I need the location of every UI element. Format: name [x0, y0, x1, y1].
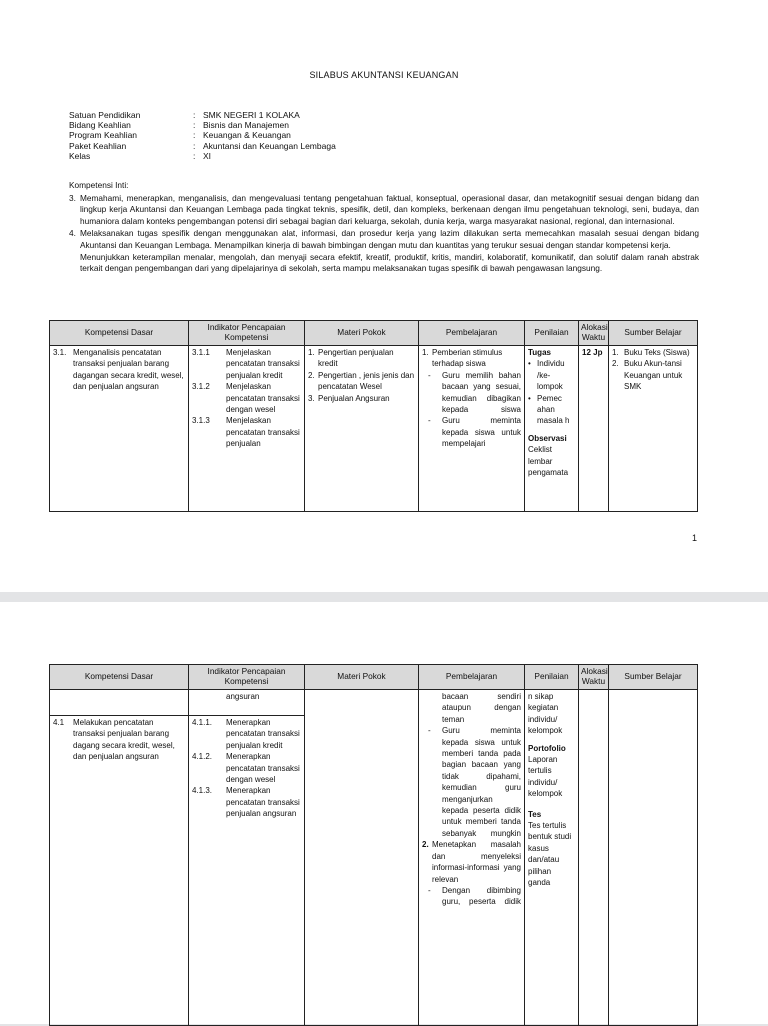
kompetensi-inti: [69, 180, 699, 275]
cell-penilaian: [525, 346, 579, 512]
cell-indikator-continued: [189, 690, 305, 716]
identity-value: Keuangan & Keuangan: [203, 130, 291, 141]
header-kompetensi-dasar: Kompetensi Dasar: [50, 665, 189, 690]
identity-colon: :: [193, 110, 196, 120]
materi-text: Pengertian , jenis jenis dan pencatatan Wesel: [318, 370, 415, 392]
indikator-text: Menerapkan pencatatan transaksi dengan wesel: [226, 752, 300, 785]
indikator-text: Menjelaskan pencatatan transaksi dengan wesel: [226, 382, 300, 415]
pembelajaran-step: Guru meminta kepada siswa untuk mempelajari: [442, 416, 521, 449]
ki-number: 3.: [69, 192, 76, 203]
cell-kompetensi-dasar: [50, 346, 189, 512]
pembelajaran-title: Pemberian stimulus terhadap siswa: [432, 348, 503, 369]
materi-number: 2.: [308, 370, 315, 380]
identity-label: Paket Keahlian: [69, 140, 127, 151]
table-header-row: [50, 321, 698, 346]
cell-alokasi-waktu: [579, 346, 609, 512]
cell-indikator: [189, 346, 305, 512]
cell-penilaian: [525, 690, 579, 1026]
kompetensi-inti-heading: Kompetensi Inti:: [69, 180, 129, 190]
sumber-text: Buku Akun-tansi Keuangan untuk SMK: [624, 359, 683, 392]
ki-text: Memahami, menerapkan, menganalisis, dan mengevaluasi tentang pengetahuan faktual, konseptual, operasional dasar, dan metakognitif sesuai dengan bidang dan lingkup kerja Akuntansi dan Keuangan Lembaga pada tingkat teknis, spesifik, detil, dan kompleks, berkenaan dengan ilmu pengetahuan teknologi, seni, budaya, dan humaniora dalam konteks pengembangan potensi diri sebagai bagian dari keluarga, sekolah, dunia kerja, warga masyarakat nasional, regional, dan internasional.: [80, 192, 699, 226]
header-indikator: Indikator Pencapaian Kompetensi: [189, 321, 305, 346]
dash-marker: -: [428, 885, 431, 895]
identity-colon: :: [193, 150, 196, 161]
identity-row: [69, 151, 336, 161]
pembelajaran-step: Guru meminta kepada siswa untuk memberi tanda pada bagian bacaan yang tidak dipahami, kemudian guru menganjurkan kepada peserta didik untuk memberi tanda sebanyak mungkin: [442, 726, 521, 838]
kd-number: 4.1: [53, 718, 65, 727]
pembelajaran-number: 1.: [422, 348, 429, 357]
materi-number: 3.: [308, 393, 315, 403]
header-alokasi-waktu: Alokasi Waktu: [579, 665, 609, 690]
page-number: 1: [692, 533, 698, 543]
materi-number: 1.: [308, 348, 315, 357]
cell-alokasi-waktu: [579, 690, 609, 1026]
ki-item-3: [69, 193, 699, 228]
penilaian-tugas-heading: Tugas: [528, 348, 551, 357]
header-alokasi-waktu: Alokasi Waktu: [579, 321, 609, 346]
penilaian-observasi-text: Ceklist lembar pengamata: [528, 445, 569, 478]
header-materi-pokok: Materi Pokok: [305, 665, 419, 690]
pembelajaran-step: bacaan sendiri ataupun dengan teman: [442, 692, 521, 724]
kd-text: Melakukan pencatatan transaksi penjualan barang dagang secara kredit, wesel, dan penjualan angsuran: [73, 718, 175, 762]
identity-colon: :: [193, 140, 196, 151]
indikator-number: 3.1.3: [192, 416, 210, 426]
cell-sumber-belajar: [609, 346, 698, 512]
pembelajaran-number: 2.: [422, 840, 429, 850]
ki-item-4: [69, 228, 699, 251]
identity-colon: :: [193, 130, 196, 141]
kd-text: Menganalisis pencatatan transaksi penjualan barang dagangan secara kredit, wesel, dan penjualan angsuran: [73, 348, 184, 392]
table-row-continued: [50, 690, 698, 716]
header-sumber-belajar: Sumber Belajar: [609, 665, 698, 690]
identity-row: [69, 110, 336, 120]
identity-row: [69, 120, 336, 130]
indikator-text: angsuran: [226, 692, 260, 701]
sumber-number: 2.: [612, 359, 619, 369]
pembelajaran-step: Dengan dibimbing guru, peserta didik: [442, 885, 521, 907]
sumber-text: Buku Teks (Siswa): [624, 348, 690, 357]
table-header-row: [50, 665, 698, 690]
indikator-text: Menerapkan pencatatan transaksi penjualan angsuran: [226, 786, 300, 819]
identity-label: Satuan Pendidikan: [69, 110, 141, 120]
pembelajaran-title: Menetapkan masalah dan menyeleksi informasi-informasi yang relevan: [432, 840, 521, 884]
indikator-number: 4.1.2.: [192, 752, 213, 762]
bullet-icon: •: [528, 393, 531, 403]
identity-colon: :: [193, 120, 196, 131]
kd-number: 3.1.: [53, 348, 67, 357]
penilaian-observasi-heading: Observasi: [528, 433, 567, 443]
bullet-icon: •: [528, 359, 531, 369]
identity-block: [69, 110, 336, 161]
identity-label: Kelas: [69, 150, 91, 161]
indikator-text: Menjelaskan pencatatan transaksi penjualan: [226, 416, 300, 449]
header-kompetensi-dasar: Kompetensi Dasar: [50, 321, 189, 346]
identity-value: Bisnis dan Manajemen: [203, 120, 289, 131]
alokasi-value: 12 Jp: [582, 348, 603, 357]
document-title: SILABUS AKUNTANSI KEUANGAN: [309, 70, 459, 80]
dash-marker: -: [428, 370, 431, 380]
cell-materi-pokok: [305, 346, 419, 512]
identity-row: [69, 141, 336, 151]
indikator-number: 4.1.3.: [192, 786, 213, 796]
identity-row: [69, 130, 336, 140]
indikator-number: 4.1.1.: [192, 718, 213, 727]
header-sumber-belajar: Sumber Belajar: [609, 321, 698, 346]
header-indikator: Indikator Pencapaian Kompetensi: [189, 665, 305, 690]
cell-indikator: [189, 716, 305, 1026]
materi-text: Penjualan Angsuran: [318, 393, 390, 403]
dash-marker: -: [428, 416, 431, 426]
materi-text: Pengertian penjualan kredit: [318, 348, 394, 369]
syllabus-table: [49, 320, 698, 512]
header-materi-pokok: Materi Pokok: [305, 321, 419, 346]
penilaian-text: n sikap kegiatan individu/ kelompok: [528, 692, 563, 736]
cell-kompetensi-dasar-empty: [50, 690, 189, 716]
cell-pembelajaran: [419, 690, 525, 1026]
indikator-number: 3.1.2: [192, 382, 210, 392]
cell-materi-pokok: [305, 690, 419, 1026]
penilaian-tes-heading: Tes: [528, 809, 542, 819]
indikator-text: Menjelaskan pencatatan transaksi penjualan kredit: [226, 348, 300, 380]
ki-text: Melaksanakan tugas spesifik dengan menggunakan alat, informasi, dan prosedur kerja yang lazim dilakukan serta memecahkan masalah sesuai dengan bidang Akuntansi dan Keuangan Lembaga. Menampilkan kinerja di bawah bimbingan dengan mutu dan kuantitas yang terukur sesuai dengan standar kompetensi kerja.: [80, 228, 699, 250]
syllabus-table-continued: [49, 664, 698, 1026]
identity-label: Bidang Keahlian: [69, 120, 131, 131]
penilaian-item: Pemec ahan masala h: [537, 393, 570, 426]
indikator-text: Menerapkan pencatatan transaksi penjualan kredit: [226, 718, 300, 750]
identity-value: Akuntansi dan Keuangan Lembaga: [203, 140, 336, 151]
header-pembelajaran: Pembelajaran: [419, 321, 525, 346]
penilaian-portofolio-text: Laporan tertulis individu/ kelompok: [528, 755, 563, 799]
penilaian-tes-text: Tes tertulis bentuk studi kasus dan/atau pilihan ganda: [528, 821, 572, 888]
sumber-number: 1.: [612, 348, 619, 357]
cell-kompetensi-dasar: [50, 716, 189, 1026]
cell-sumber-belajar: [609, 690, 698, 1026]
header-penilaian: Penilaian: [525, 665, 579, 690]
header-penilaian: Penilaian: [525, 321, 579, 346]
ki-number: 4.: [69, 228, 76, 239]
table-row: [50, 346, 698, 512]
header-pembelajaran: Pembelajaran: [419, 665, 525, 690]
cell-pembelajaran: [419, 346, 525, 512]
penilaian-item: Individu /ke-lompok: [537, 359, 565, 392]
dash-marker: -: [428, 726, 431, 736]
pembelajaran-step: Guru memilih bahan bacaan yang sesuai, kemudian dibagikan kepada siswa: [442, 370, 521, 415]
identity-value: XI: [203, 150, 212, 161]
indikator-number: 3.1.1: [192, 348, 210, 357]
identity-value: SMK NEGERI 1 KOLAKA: [203, 110, 300, 120]
identity-label: Program Keahlian: [69, 130, 138, 141]
ki-paragraph: Menunjukkan keterampilan menalar, mengolah, dan menyaji secara efektif, kreatif, produktif, kritis, mandiri, kolaboratif, komunikatif, dan solutif dalam ranah abstrak terkait dengan pengembangan dari yang dipelajarinya di sekolah, serta mampu melaksanakan tugas spesifik di bawah pengawasan langsung.: [80, 251, 699, 274]
penilaian-portofolio-heading: Portofolio: [528, 743, 566, 753]
